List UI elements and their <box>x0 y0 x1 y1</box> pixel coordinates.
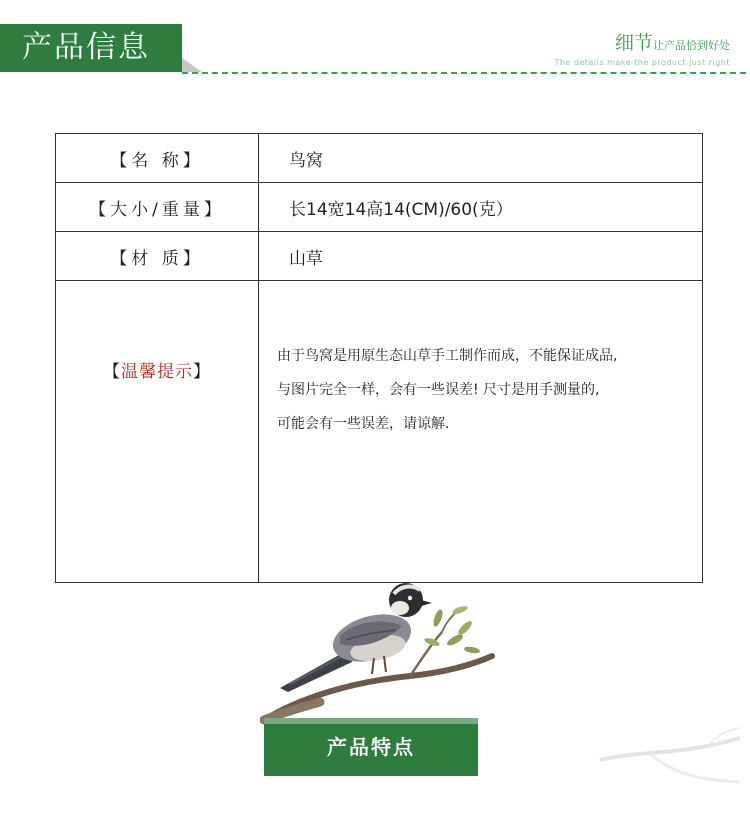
slogan-english: The details make the product just right <box>554 58 730 67</box>
notice-label: 温馨提示 <box>121 362 193 382</box>
notice-line: 可能会有一些误差，请谅解. <box>277 416 450 432</box>
table-row <box>56 183 703 232</box>
row-label-size: 【大小/重量】 <box>56 183 259 232</box>
notice-bracket-close: 】 <box>193 362 211 382</box>
row-value-size: 长14宽14高14(CM)/60(克） <box>259 183 703 232</box>
header-dashed-divider <box>182 72 746 74</box>
table-row <box>56 232 703 281</box>
notice-line: 与图片完全一样，会有一些误差! 尺寸是用手测量的, <box>277 382 600 398</box>
table-row <box>56 134 703 183</box>
features-banner-highlight <box>264 718 478 724</box>
slogan-line <box>554 28 730 55</box>
row-value-name: 鸟窝 <box>259 134 703 183</box>
row-label-name: 【名 称】 <box>56 134 259 183</box>
product-info-table <box>55 133 703 583</box>
slogan-title: 细节 <box>614 32 653 54</box>
section-title-shadow <box>182 58 202 72</box>
notice-bracket-open: 【 <box>103 362 121 382</box>
row-value-notice <box>259 281 703 583</box>
row-label-notice <box>56 281 259 583</box>
section-title: 产品信息 <box>0 24 182 72</box>
table-row <box>56 281 703 583</box>
row-label-material: 【材 质】 <box>56 232 259 281</box>
decorative-branch-sketch <box>590 720 750 800</box>
slogan-subtitle: 让产品恰到好处 <box>653 39 730 52</box>
features-banner: 产品特点 <box>264 718 478 776</box>
row-value-material: 山草 <box>259 232 703 281</box>
header-slogan <box>554 28 730 67</box>
notice-line: 由于鸟窝是用原生态山草手工制作而成，不能保证成品, <box>277 348 618 364</box>
bird-illustration <box>260 570 500 730</box>
